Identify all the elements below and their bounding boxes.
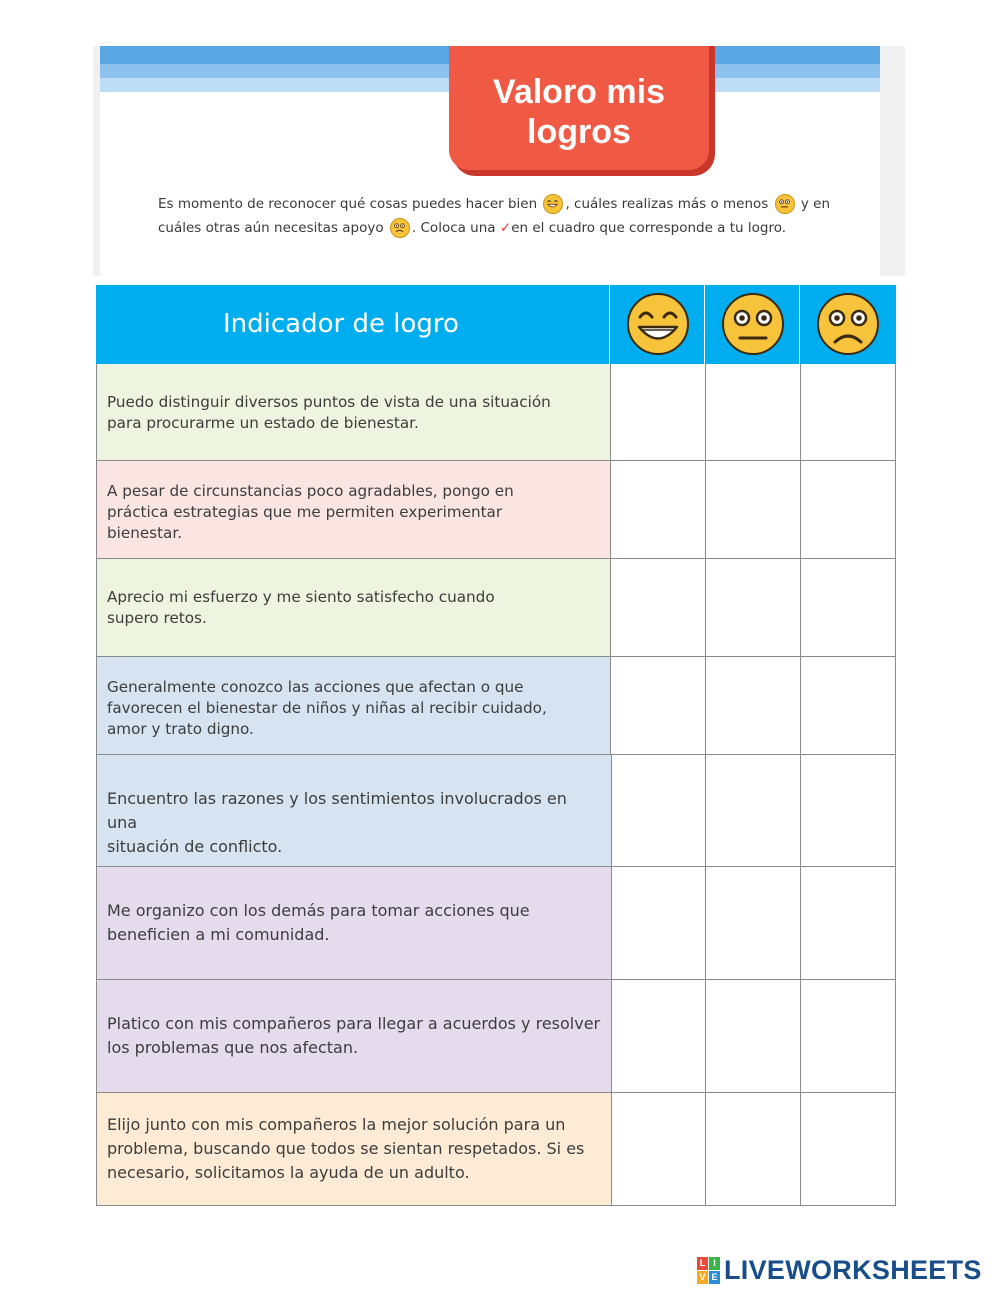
answer-box-sad[interactable]: [801, 559, 896, 657]
answer-box-sad[interactable]: [801, 867, 896, 980]
table-row: [96, 559, 896, 657]
answer-box-happy[interactable]: [612, 867, 707, 980]
instructions-text: en el cuadro que corresponde a tu logro.: [511, 220, 787, 236]
instructions-text: Es momento de reconocer qué cosas puedes hacer bien: [158, 196, 538, 212]
answer-box-happy[interactable]: [611, 364, 706, 461]
column-header-indicator: Indicador de logro: [96, 285, 610, 364]
indicator-text-line: supero retos.: [107, 609, 207, 627]
answer-box-happy[interactable]: [611, 657, 706, 755]
liveworksheets-logo: [697, 1255, 982, 1285]
logo-mark-icon: [697, 1257, 720, 1284]
indicator-text-line: amor y trato digno.: [107, 720, 254, 738]
answer-box-neutral[interactable]: [706, 980, 801, 1093]
answer-box-sad[interactable]: [801, 364, 896, 461]
indicator-text-line: problema, buscando que todos se sientan respetados. Si es: [107, 1139, 585, 1158]
answer-box-happy[interactable]: [612, 755, 707, 867]
answer-box-sad[interactable]: [801, 755, 896, 867]
answer-box-neutral[interactable]: [706, 755, 801, 867]
answer-box-sad[interactable]: [801, 980, 896, 1093]
indicator-text: [107, 481, 514, 544]
indicator-text-line: A pesar de circunstancias poco agradables, pongo en: [107, 482, 514, 500]
indicator-text-line: Aprecio mi esfuerzo y me siento satisfecho cuando: [107, 588, 495, 606]
answer-box-neutral[interactable]: [706, 559, 801, 657]
indicator-text-line: Elijo junto con mis compañeros la mejor solución para un: [107, 1115, 566, 1134]
answer-box-happy[interactable]: [612, 1093, 707, 1206]
table-row: [96, 755, 896, 867]
neutral-face-icon: [721, 292, 785, 356]
indicator-text-line: Platico con mis compañeros para llegar a acuerdos y resolver: [107, 1014, 601, 1033]
indicator-text-line: para procurarme un estado de bienestar.: [107, 414, 419, 432]
instructions-text: y en: [796, 196, 831, 212]
answer-box-sad[interactable]: [801, 461, 896, 559]
indicator-cell: [97, 867, 612, 980]
indicator-text-line: favorecen el bienestar de niños y niñas al recibir cuidado,: [107, 699, 547, 717]
answer-box-neutral[interactable]: [706, 657, 801, 755]
table-row: [96, 980, 896, 1093]
indicator-text-line: los problemas que nos afectan.: [107, 1038, 359, 1057]
indicator-cell: [97, 657, 611, 755]
answer-box-neutral[interactable]: [706, 364, 801, 461]
achievement-table: [96, 285, 896, 1206]
indicator-cell: [97, 1093, 612, 1206]
happy-face-icon: [626, 292, 690, 356]
indicator-text: [107, 392, 551, 434]
indicator-text: [107, 787, 601, 859]
instructions-text: cuáles otras aún necesitas apoyo: [158, 220, 384, 236]
table-row: [96, 461, 896, 559]
indicator-text-line: situación de conflicto.: [107, 837, 283, 856]
answer-box-happy[interactable]: [611, 559, 706, 657]
logo-letter: E: [709, 1271, 720, 1284]
indicator-text-line: necesario, solicitamos la ayuda de un adulto.: [107, 1163, 470, 1182]
answer-box-neutral[interactable]: [706, 867, 801, 980]
neutral-face-icon: [775, 194, 795, 214]
indicator-text: [107, 587, 495, 629]
indicator-text: [107, 899, 530, 947]
answer-box-neutral[interactable]: [706, 1093, 801, 1206]
column-header-happy: [610, 285, 705, 364]
column-header-neutral: [705, 285, 800, 364]
logo-letter: L: [697, 1257, 708, 1270]
logo-text: LIVEWORKSHEETS: [724, 1254, 982, 1285]
sad-face-icon: [816, 292, 880, 356]
indicator-text-line: beneficien a mi comunidad.: [107, 925, 330, 944]
logo-letter: I: [709, 1257, 720, 1270]
indicator-cell: [97, 461, 611, 559]
indicator-text-line: Encuentro las razones y los sentimientos involucrados en una: [107, 789, 567, 832]
table-row: [96, 657, 896, 755]
title-line-1: Valoro mis: [493, 73, 665, 111]
indicator-text-line: práctica estrategias que me permiten experimentar: [107, 503, 503, 521]
indicator-text-line: Generalmente conozco las acciones que afectan o que: [107, 678, 524, 696]
indicator-text: [107, 1012, 600, 1060]
table-header: [96, 285, 896, 364]
answer-box-sad[interactable]: [801, 657, 896, 755]
indicator-cell: [97, 364, 611, 461]
indicator-text: [107, 1113, 584, 1185]
instructions-text: , cuáles realizas más o menos: [565, 196, 769, 212]
table-body: [96, 364, 896, 1206]
indicator-text: [107, 677, 547, 740]
table-row: [96, 364, 896, 461]
table-row: [96, 1093, 896, 1206]
indicator-cell: [97, 755, 612, 867]
table-row: [96, 867, 896, 980]
logo-letter: V: [697, 1271, 708, 1284]
indicator-cell: [97, 980, 612, 1093]
happy-face-icon: [543, 194, 563, 214]
indicator-text-line: Me organizo con los demás para tomar acciones que: [107, 901, 530, 920]
instructions-text: . Coloca una: [411, 220, 500, 236]
column-header-sad: [800, 285, 895, 364]
instructions: [158, 192, 838, 240]
indicator-text-line: bienestar.: [107, 524, 183, 542]
answer-box-neutral[interactable]: [706, 461, 801, 559]
sad-face-icon: [390, 218, 410, 238]
checkmark-icon: ✓: [499, 220, 512, 236]
indicator-cell: [97, 559, 611, 657]
banner: [93, 46, 905, 276]
answer-box-sad[interactable]: [801, 1093, 896, 1206]
answer-box-happy[interactable]: [612, 980, 707, 1093]
indicator-text-line: Puedo distinguir diversos puntos de vista de una situación: [107, 393, 551, 411]
page-title: [449, 46, 709, 170]
answer-box-happy[interactable]: [611, 461, 706, 559]
title-line-2: logros: [527, 113, 631, 151]
